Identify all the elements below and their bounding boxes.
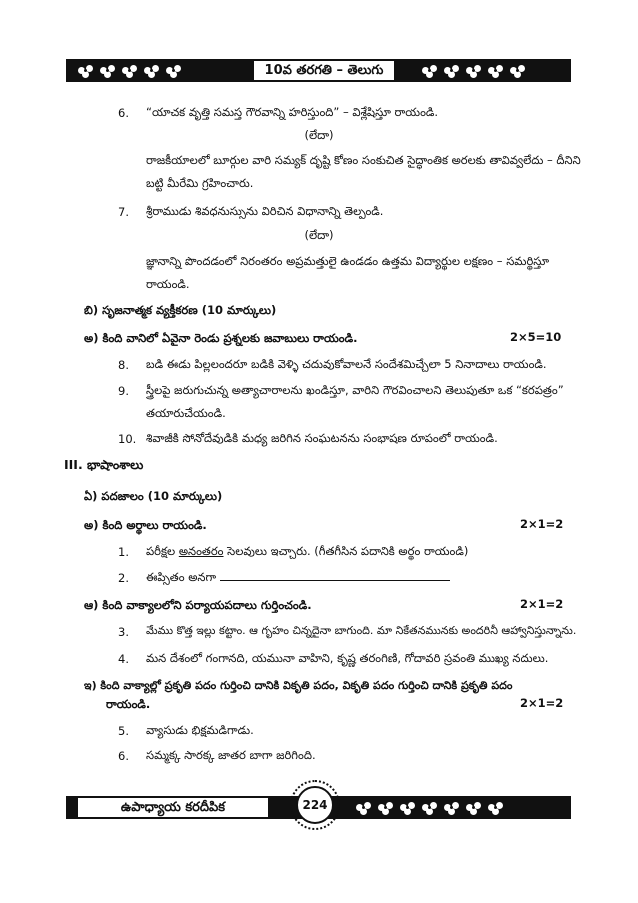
part-heading: అ) కింది అర్థాలు రాయండి.: [84, 518, 207, 532]
question-text: మేము కొత్త ఇల్లు కట్టాం. ఆ గృహం చిన్నదైనా బాగుంది. మా నికేతనమునకు అందరినీ ఆహ్వానిస్తున్నాను.: [146, 624, 577, 637]
flower-icon: [78, 65, 94, 77]
flower-icon: [510, 65, 526, 77]
question-text: [146, 543, 468, 559]
part-heading: ఇ) కింది వాక్యాల్లో ప్రకృతి పదం గుర్తించి దానికి వికృతి పదం, వికృతి పదం గుర్తించి దానికి ప్రకృతి పదం: [84, 679, 513, 692]
question-text: బడి ఈడు పిల్లలందరూ బడికి వెళ్ళి చదువుకోవాలనే సందేశమిచ్చేలా 5 నినాదాలు రాయండి.: [146, 357, 547, 371]
flower-decoration-right: [356, 799, 504, 816]
flower-icon: [466, 802, 482, 814]
question-text: “యాచక వృత్తి సమస్త గౌరవాన్ని హరిస్తుంది” – విశ్లేషిస్తూ రాయండి.: [146, 105, 439, 119]
flower-icon: [422, 65, 438, 77]
question-text: శివాజీకి సోనోదేవుడికి మధ్య జరిగిన సంఘటనను సంభాషణ రూపంలో రాయండి.: [146, 431, 498, 445]
question-text-part: సెలవులు ఇచ్చారు. (గీతగీసిన పదానికి అర్థం రాయండి): [223, 544, 469, 558]
part-heading: అ) కింది వానిలో ఏవైనా రెండు ప్రశ్నలకు జవాబులు రాయండి.: [84, 331, 358, 345]
question-text: సమ్మక్క సారక్క జాతర బాగా జరిగింది.: [146, 748, 316, 762]
question-text: జ్ఞానాన్ని పొందడంలో నిరంతరం అప్రమత్తులై ఉండడం ఉత్తమ విద్యార్థుల లక్షణం – సమర్థిస్తూ: [146, 254, 550, 268]
question-text: రాయండి.: [146, 277, 190, 291]
question-number: 1.: [118, 545, 129, 559]
section-heading: III. భాషాంశాలు: [64, 457, 144, 472]
flower-decoration-right: [422, 62, 526, 79]
flower-icon: [488, 65, 504, 77]
section-heading: బి) సృజనాత్మక వ్యక్తీకరణ (10 మార్కులు): [84, 303, 277, 317]
flower-decoration-left: [78, 62, 182, 79]
question-text: స్త్రీలపై జరుగుచున్న అత్యాచారాలను ఖండిస్తూ, వారిని గౌరవించాలని తెలుపుతూ ఒక “కరపత్రం”: [146, 383, 564, 397]
question-number: 5.: [118, 724, 129, 738]
question-text: బట్టి మీరేమి గ్రహించారు.: [146, 176, 254, 190]
marks-label: 2×1=2: [520, 597, 564, 611]
flower-icon: [100, 65, 116, 77]
answer-blank: [220, 570, 450, 581]
part-heading: రాయండి.: [106, 697, 151, 711]
footer-title: ఉపాధ్యాయ కరదీపిక: [76, 796, 270, 819]
flower-icon: [466, 65, 482, 77]
marks-label: 2×1=2: [520, 696, 564, 710]
part-heading: ఆ) కింది వాక్యాలలోని పర్యాయపదాలు గుర్తించండి.: [84, 598, 312, 612]
question-text: శ్రీరాముడు శివధనుస్సును విరిచిన విధానాన్ని తెల్పండి.: [146, 204, 384, 218]
header-band: [66, 59, 571, 82]
question-text: రాజకీయాలలో బూర్గుల వారి సమ్యక్ దృష్టి కోణం సంకుచిత సైద్ధాంతిక అరలకు తావివ్వలేదు – దీనిని: [146, 153, 581, 167]
flower-icon: [144, 65, 160, 77]
page-number: 224: [296, 786, 334, 824]
underlined-word: అనంతరం: [178, 544, 224, 558]
question-text-part: ఈప్సితం అనగా: [146, 570, 217, 584]
flower-icon: [378, 802, 394, 814]
question-text: వ్యాసుడు భిక్షమడిగాడు.: [146, 723, 254, 737]
question-number: 8.: [118, 358, 129, 372]
flower-icon: [356, 802, 372, 814]
flower-icon: [400, 802, 416, 814]
question-number: 9.: [118, 384, 129, 398]
flower-icon: [444, 802, 460, 814]
or-separator: (లేదా): [304, 128, 334, 142]
question-number: 2.: [118, 571, 129, 585]
question-text: తయారుచేయండి.: [146, 406, 226, 420]
or-separator: (లేదా): [304, 228, 334, 242]
section-heading: ఏ) పదజాలం (10 మార్కులు): [84, 489, 223, 503]
marks-label: 2×5=10: [510, 330, 562, 344]
question-number: 7.: [118, 205, 129, 219]
question-number: 10.: [118, 432, 137, 446]
flower-icon: [422, 802, 438, 814]
question-number: 3.: [118, 625, 129, 639]
question-text: [146, 569, 450, 585]
question-text-part: పరీక్షల: [146, 544, 179, 558]
question-number: 6.: [118, 749, 129, 763]
marks-label: 2×1=2: [520, 517, 564, 531]
header-title: 10వ తరగతి – తెలుగు: [252, 59, 396, 82]
flower-icon: [488, 802, 504, 814]
flower-icon: [122, 65, 138, 77]
flower-icon: [166, 65, 182, 77]
question-number: 6.: [118, 106, 129, 120]
question-text: మన దేశంలో గంగానది, యమునా వాహిని, కృష్ణ తరంగిణి, గోదావరి స్రవంతి ముఖ్య నదులు.: [146, 651, 549, 665]
question-number: 4.: [118, 652, 129, 666]
flower-icon: [444, 65, 460, 77]
